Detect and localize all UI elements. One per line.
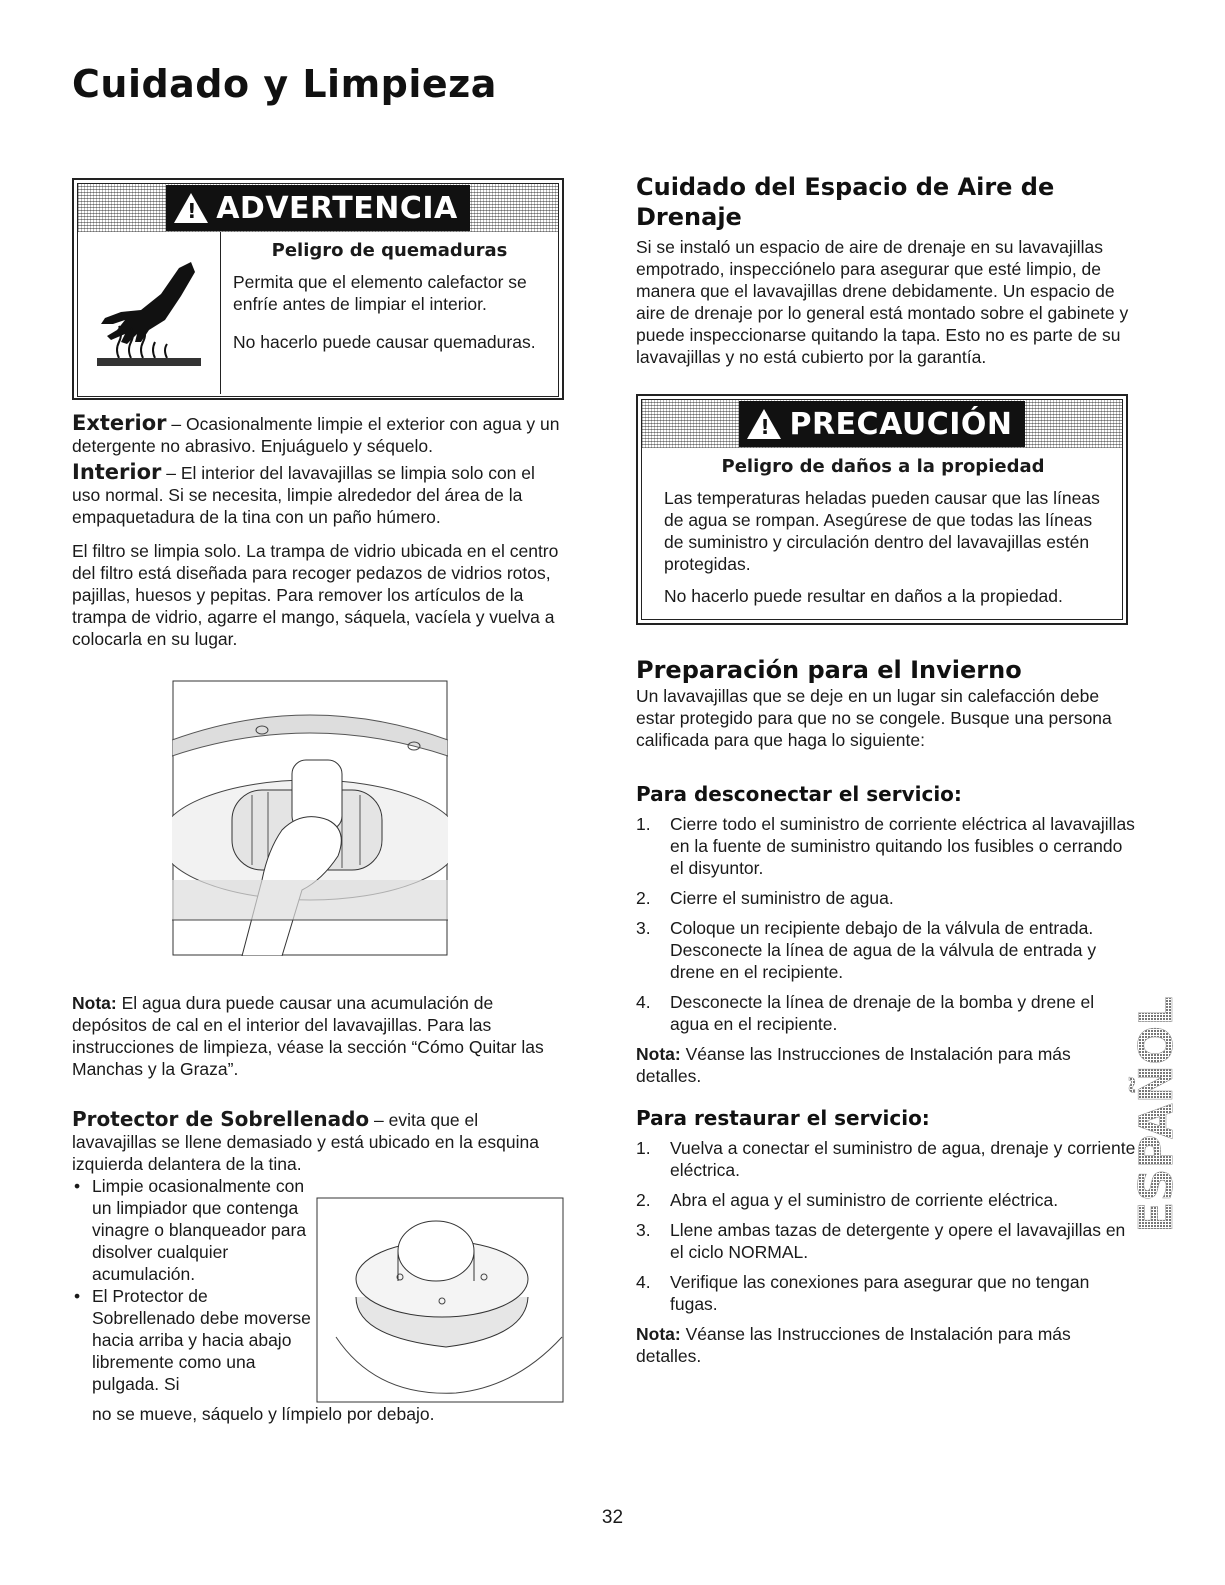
warning-triangle-icon [174,193,208,223]
filter-paragraph: El filtro se limpia solo. La trampa de vidrio ubicada en el centro del filtro está diseñada para recoger pedazos de vidrios rotos, pajillas, huesos y pepitas. Para remover los artículos de la trampa de vidrio, agarre el mango, sáquela, vacíela y vuelva a colocarla en su lugar. [72,541,559,649]
warning-text-2: No hacerlo puede causar quemaduras. [233,332,536,352]
disconnect-steps [636,813,1136,1035]
filter-illustration [172,680,448,956]
side-tab-label: ESPAÑOL [1129,996,1183,1233]
left-column [72,178,564,1425]
warning-header [78,184,558,232]
restore-heading: Para restaurar el servicio: [636,1106,930,1130]
winter-heading: Preparación para el Invierno [636,656,1022,684]
overfill-bullet-2-continued: no se mueve, sáquelo y límpielo por debajo. [92,1404,435,1424]
warning-box [72,178,564,400]
restore-nota-label: Nota: [636,1324,681,1344]
float-illustration [316,1197,564,1403]
caution-box [636,394,1128,625]
caution-label: PRECAUCIÓN [789,406,1013,442]
exterior-heading: Exterior [72,411,167,435]
overfill-heading: Protector de Sobrellenado [72,1107,370,1131]
winter-text: Un lavavajillas que se deje en un lugar sin calefacción debe estar protegido para que no se congele. Busque una persona calificada para que haga lo siguiente: [636,686,1112,750]
caution-triangle-icon [747,409,781,439]
page-title: Cuidado y Limpieza [72,62,497,106]
disconnect-heading: Para desconectar el servicio: [636,782,962,806]
list-item: 2. Abra el agua y el suministro de corriente eléctrica. [636,1190,1059,1210]
restore-nota [636,1323,1136,1367]
restore-nota-text: Véanse las Instrucciones de Instalación para más detalles. [636,1324,1071,1366]
overfill-bullet-1: • Limpie ocasionalmente con un limpiador que contenga vinagre o blanqueador para disolver cualquier acumulación. [74,1176,307,1284]
caution-text-2: No hacerlo puede resultar en daños a la propiedad. [664,586,1063,606]
warning-text-1: Permita que el elemento calefactor se enfríe antes de limpiar el interior. [233,272,527,314]
caution-header [642,400,1122,448]
list-item: 3. Llene ambas tazas de detergente y opere el lavavajillas en el ciclo NORMAL. [636,1220,1126,1262]
interior-text: – El interior del lavavajillas se limpia solo con el uso normal. Si se necesita, limpie alrededor del área de la empaquetadura de la tina con un paño húmero. [72,463,535,527]
list-item: 3. Coloque un recipiente debajo de la válvula de entrada. Desconecte la línea de agua de la válvula de entrada y drene en el recipiente. [636,918,1097,982]
restore-steps [636,1137,1136,1315]
list-item: 1. Vuelva a conectar el suministro de agua, drenaje y corriente eléctrica. [636,1138,1136,1180]
disconnect-nota [636,1043,1136,1087]
list-item: 2. Cierre el suministro de agua. [636,888,894,908]
air-gap-heading: Cuidado del Espacio de Aire de Drenaje [636,173,1055,231]
caution-hazard: Peligro de daños a la propiedad [721,456,1045,477]
overfill-bullet-2: • El Protector de Sobrellenado debe moverse hacia arriba y hacia abajo libremente como una pulgada. Si [74,1286,311,1394]
disconnect-nota-label: Nota: [636,1044,681,1064]
interior-paragraph [72,461,564,528]
overfill-text: – evita que el lavavajillas se llene demasiado y está ubicado en la esquina izquierda delantera de la tina. [72,1110,539,1174]
list-item: 4. Verifique las conexiones para asegurar que no tengan fugas. [636,1272,1090,1314]
warning-hazard: Peligro de quemaduras [271,240,508,261]
nota-hard-water-text: El agua dura puede causar una acumulación de depósitos de cal en el interior del lavavajillas. Para las instrucciones de limpieza, véase la sección “Cómo Quitar las Manchas y la Graza”. [72,993,544,1079]
caution-text-1: Las temperaturas heladas pueden causar que las líneas de agua se rompan. Asegúrese de que todas las líneas de suministro y circulación dentro del lavavajillas estén protegidas. [664,488,1100,574]
overfill-paragraph [72,1108,564,1175]
exterior-text: – Ocasionalmente limpie el exterior con agua y un detergente no abrasivo. Enjuáguelo y séquelo. [72,414,560,456]
bullet-icon: • [74,1176,81,1196]
air-gap-text: Si se instaló un espacio de aire de drenaje en su lavavajillas empotrado, inspecciónelo para asegurar que esté limpio, de manera que el lavavajillas drene debidamente. Un espacio de aire de drenaje por lo general está montado sobre el gabinete y puede inspeccionarse quitando la tapa. Esto no es parte de su lavavajillas y no está cubierto por la garantía. [636,237,1129,367]
nota-hard-water [72,992,564,1080]
page-number: 32 [601,1507,624,1528]
right-column [636,172,1136,1367]
exterior-paragraph [72,412,564,457]
interior-heading: Interior [72,460,162,484]
warning-badge [166,185,470,231]
list-item: 1. Cierre todo el suministro de corriente eléctrica al lavavajillas en la fuente de suministro quitando los fusibles o cerrando el disyuntor. [636,814,1135,878]
bullet-icon: • [74,1286,81,1306]
disconnect-nota-text: Véanse las Instrucciones de Instalación para más detalles. [636,1044,1071,1086]
nota-hard-water-label: Nota: [72,993,117,1013]
hot-surface-hand-icon [78,232,221,394]
language-side-tab [1128,995,1188,1235]
caution-badge [739,401,1024,447]
list-item: 4. Desconecte la línea de drenaje de la bomba y drene el agua en el recipiente. [636,992,1095,1034]
warning-label: ADVERTENCIA [216,190,458,226]
